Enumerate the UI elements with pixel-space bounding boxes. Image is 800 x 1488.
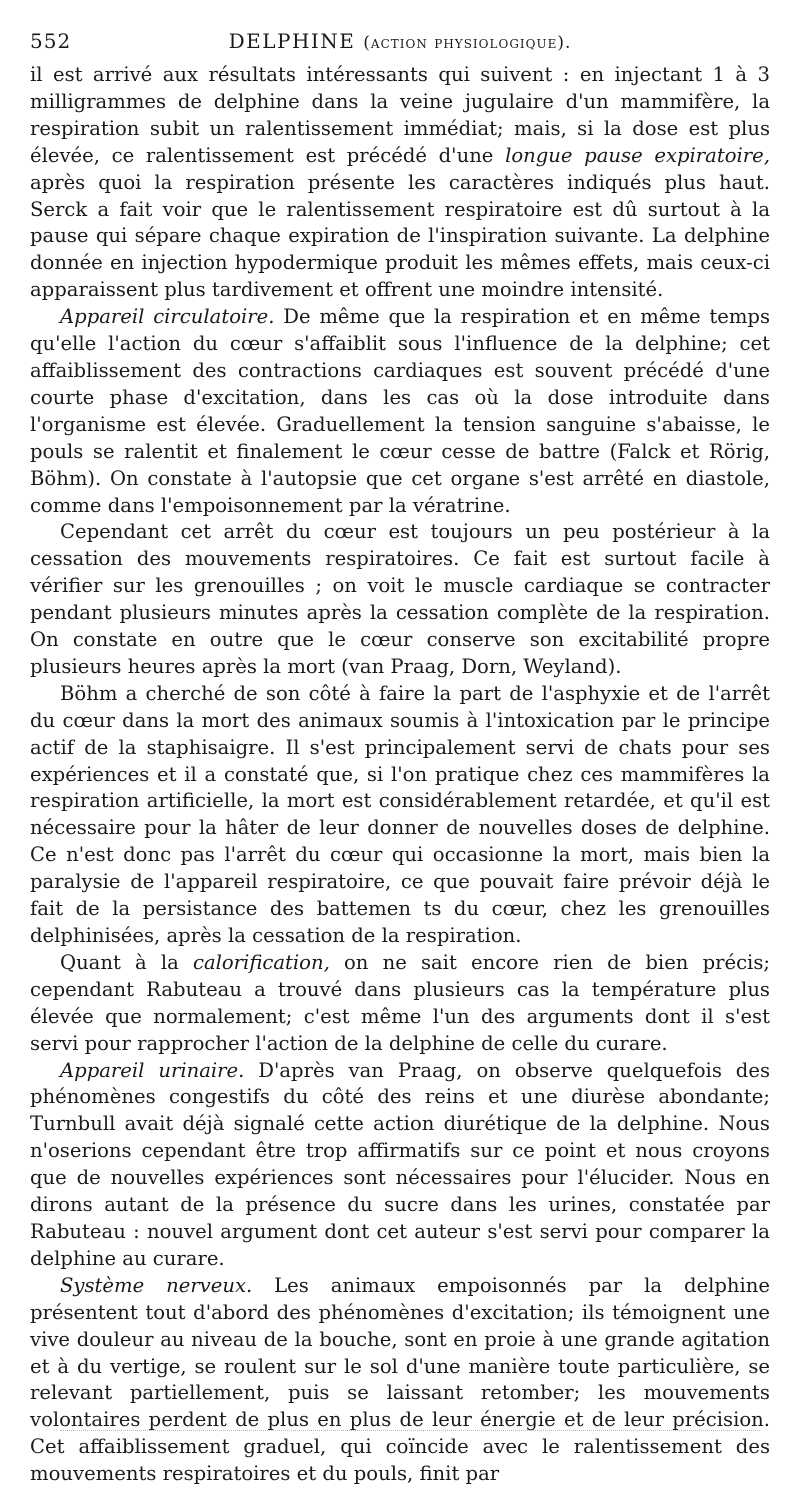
- page-bottom-artifact: [60, 1430, 760, 1431]
- italic-heading-text: Appareil urinaire.: [60, 1058, 245, 1082]
- paragraph-text: Quant à la: [60, 950, 193, 974]
- italic-heading-text: Appareil circulatoire.: [60, 305, 275, 329]
- body-text: [30, 62, 770, 1488]
- paragraph: [30, 62, 770, 304]
- paragraph-text: Cependant cet arrêt du cœur est toujours un peu postérieur à la cessation des mouvements respiratoires. Ce fait est surtout facile à vérifier sur les grenouilles ; on voit le muscle cardiaque se contracter pendant plusieurs minutes après la cessation complète de la respiration. On constate en outre que le cœur conserve son excitabilité propre plusieurs heures après la mort (van Praag, Dorn, Weyland).: [30, 520, 770, 678]
- running-head: [30, 28, 770, 58]
- paragraph-text: après quoi la respiration présente les caractères indiqués plus haut. Serck a fait voir que le ralentissement respiratoire est dû surtout à la pause qui sépare chaque expiration de l'inspiration suivante. La delphine donnée en injection hypodermique produit les mêmes effets, mais ceux-ci apparaissent plus tardivement et offrent une moindre intensité.: [30, 170, 770, 302]
- paragraph-text: D'après van Praag, on observe quelquefois des phénomènes congestifs du côté des reins et une diurèse abondante; Turnbull avait déjà signalé cette action diurétique de la delphine. Nous n'oserions cependant être trop affirmatifs sur ce point et nous croyons que de nouvelles expériences sont nécessaires pour l'élucider. Nous en dirons autant de la présence du sucre dans les urines, constatée par Rabuteau : nouvel argument dont cet auteur s'est servi pour comparer la delphine au curare.: [30, 1058, 770, 1270]
- header-title-subtitle: (action physiologique).: [363, 33, 572, 53]
- paragraph: [30, 1273, 770, 1488]
- paragraph-text: on ne sait encore rien de bien précis; cependant Rabuteau a trouvé dans plusieurs cas la température plus élevée que normalement; c'est même l'un des arguments dont il s'est servi pour rapprocher l'action de la delphine de celle du curare.: [30, 950, 770, 1055]
- page-number: 552: [30, 29, 72, 53]
- paragraph-text: De même que la respiration et en même temps qu'elle l'action du cœur s'affaiblit sous l'influence de la delphine; cet affaiblissement des contractions cardiaques est souvent précédé d'une courte phase d'excitation, dans les cas où la dose introduite dans l'organisme est élevée. Graduellement la tension sanguine s'abaisse, le pouls se ralentit et finalement le cœur cesse de battre (Falck et Rörig, Böhm). On constate à l'autopsie que cet organe s'est arrêté en diastole, comme dans l'empoisonnement par la vératrine.: [30, 305, 771, 517]
- italic-heading-text: Système nerveux.: [60, 1273, 253, 1297]
- italic-heading-text: calorification,: [192, 950, 330, 974]
- paragraph-text: il est arrivé aux résultats intéressants qui suivent : en injectant 1 à 3 milligrammes de delphine dans la veine jugulaire d'un mammifère, la respiration subit un ralentissement immédiat; mais, si la dose est plus élevée, ce ralentissement est précédé d'une: [30, 63, 770, 167]
- paragraph: [30, 950, 770, 1058]
- paragraph: [30, 681, 770, 950]
- paragraph-text: Les animaux empoisonnés par la delphine présentent tout d'abord des phénomènes d'excitation; ils témoignent une vive douleur au niveau de la bouche, sont en proie à une grande agitation et à du vertige, se roulent sur le sol d'une manière toute particulière, se relevant partiellement, puis se laissant retomber; les mouvements volontaires perdent de plus en plus de leur énergie et de leur précision. Cet affaiblissement graduel, qui coïncide avec le ralentissement des mouvements respiratoires et du pouls, finit par: [30, 1273, 770, 1486]
- paragraph: [30, 304, 770, 519]
- paragraph: [30, 1058, 770, 1273]
- paragraph-text: Böhm a cherché de son côté à faire la part de l'asphyxie et de l'arrêt du cœur dans la mort des animaux soumis à l'intoxication par le principe actif de la staphisaigre. Il s'est principalement servi de chats pour ses expériences et il a constaté que, si l'on pratique chez ces mammifères la respiration artificielle, la mort est considérablement retardée, et qu'il est nécessaire pour la hâter de leur donner de nouvelles doses de delphine. Ce n'est donc pas l'arrêt du cœur qui occasionne la mort, mais bien la paralysie de l'appareil respiratoire, ce que pouvait faire prévoir déjà le fait de la persistance des battemen ts du cœur, chez les grenouilles delphinisées, après la cessation de la respiration.: [30, 681, 770, 947]
- book-page: [30, 28, 770, 1488]
- italic-heading-text: longue pause expiratoire,: [505, 143, 770, 167]
- paragraph: [30, 519, 770, 680]
- header-title-main: DELPHINE: [228, 29, 356, 53]
- header-title: [30, 28, 770, 57]
